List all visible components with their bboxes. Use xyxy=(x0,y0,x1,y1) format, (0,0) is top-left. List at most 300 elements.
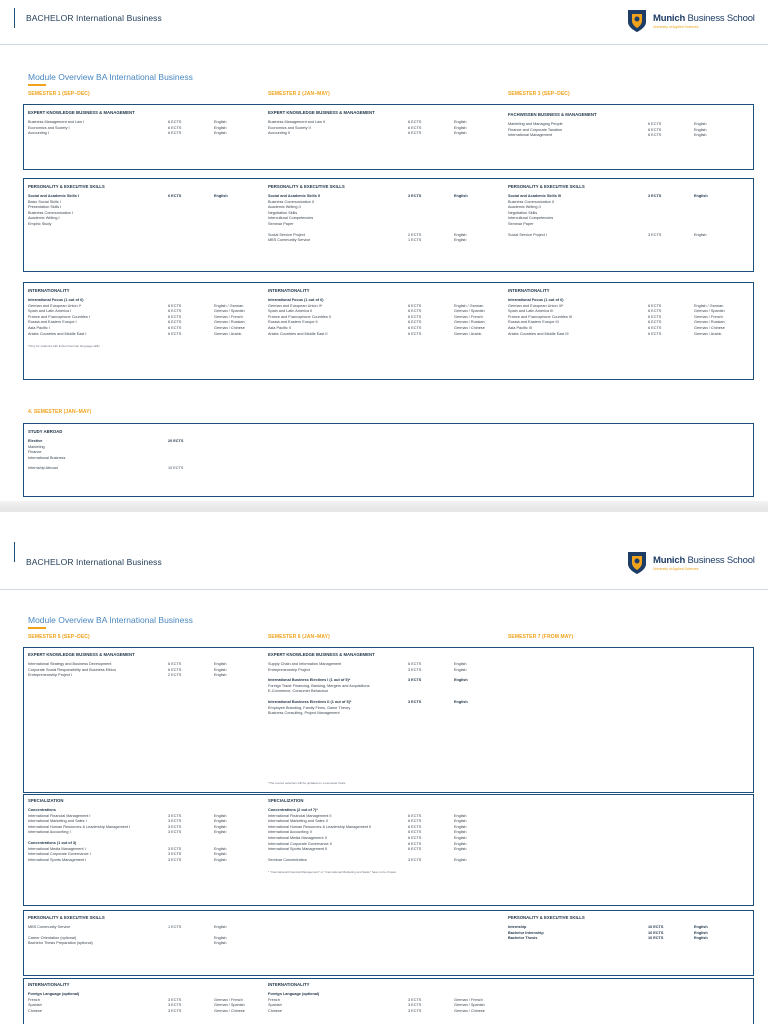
module-ects: 6 ECTS xyxy=(408,320,422,325)
module-ects: 2 ECTS xyxy=(168,673,182,678)
module-ects: 6 ECTS xyxy=(648,331,662,336)
module-name: Elective xyxy=(28,439,43,443)
module-ects: 6 ECTS xyxy=(408,847,422,852)
module-name: International Business xyxy=(28,455,66,460)
header-divider xyxy=(0,44,768,45)
module-ects: 3 ECTS xyxy=(168,846,182,851)
expert-sem6 xyxy=(268,652,514,717)
module-row xyxy=(28,673,274,679)
module-name: Employee Branding, Family Firms, Game Theory xyxy=(268,705,351,710)
module-name: Academic Writing II xyxy=(508,205,541,210)
module-name: Spain and Latin America II xyxy=(268,309,313,314)
logo-subtitle: University of Applied Sciences xyxy=(653,567,699,571)
module-ects xyxy=(168,941,214,947)
international-sem6 xyxy=(268,982,514,1014)
logo-name: Munich Business School xyxy=(653,13,755,24)
module-name: Spanish xyxy=(268,1003,282,1008)
module-language: English xyxy=(454,667,467,672)
study-abroad-block xyxy=(28,429,274,472)
module-name: Concentrations (1 out of 3) xyxy=(28,840,77,845)
module-ects: 3 ECTS xyxy=(408,997,422,1002)
module-name: Foreign Language (optional) xyxy=(28,992,80,996)
module-ects: 3 ECTS xyxy=(408,699,422,704)
module-language: English xyxy=(454,125,467,130)
module-language: German / French xyxy=(454,997,483,1002)
module-language: English xyxy=(694,133,707,138)
module-language: English xyxy=(694,936,708,941)
module-language: English xyxy=(454,678,468,683)
header-title: BACHELOR International Business xyxy=(26,557,162,567)
module-language: English xyxy=(214,662,227,666)
module-name: Intercultural Competencies xyxy=(508,216,554,221)
module-language xyxy=(694,222,754,228)
module-row xyxy=(28,466,274,472)
module-ects: 3 ECTS xyxy=(168,830,182,835)
module-name: Negotiation Skills xyxy=(508,210,538,215)
module-name: Marketing and Managing People xyxy=(508,122,563,126)
module-language xyxy=(454,222,514,228)
expert-sem1 xyxy=(28,110,274,137)
module-ects: 6 ECTS xyxy=(408,303,422,308)
module-row xyxy=(268,222,514,228)
module-name: Bachelor Thesis Preparation (optional) xyxy=(28,941,93,946)
block-title: INTERNATIONALITY xyxy=(268,982,310,987)
module-name: International Financial Management I xyxy=(28,813,91,818)
module-name: France and Francophone Countries I xyxy=(28,314,91,319)
module-name: Asia Pacific II xyxy=(268,325,291,330)
module-language: English xyxy=(694,127,707,132)
module-ects: 3 ECTS xyxy=(408,667,422,672)
personality-sem7 xyxy=(508,915,754,942)
module-language: English / German xyxy=(454,303,484,308)
module-row xyxy=(268,668,514,674)
module-language: English xyxy=(454,699,468,704)
module-ects: 6 ECTS xyxy=(168,120,182,124)
module-name: Spanish xyxy=(28,1003,42,1008)
module-ects xyxy=(168,456,214,462)
module-name: Arabic Countries and Middle East II xyxy=(268,331,328,336)
module-language: English xyxy=(694,930,708,935)
module-name: German and European Union III* xyxy=(508,303,564,308)
module-name: Economics and Society II xyxy=(268,125,311,130)
module-name: German and European Union II* xyxy=(268,303,323,308)
module-language: English xyxy=(454,813,467,818)
module-language: English xyxy=(214,667,227,672)
module-row xyxy=(508,133,754,139)
module-language: English xyxy=(214,830,227,835)
module-language: English xyxy=(694,194,708,198)
footnote: * "International Financial Management" or "International Marketing and Sales" have to be chosen xyxy=(268,870,397,875)
module-name: German and European Union I* xyxy=(28,303,82,308)
module-ects: 6 ECTS xyxy=(408,309,422,314)
module-language: German / Chinese xyxy=(214,1008,245,1013)
module-ects: 6 ECTS xyxy=(168,125,182,130)
module-name: France and Francophone Countries II xyxy=(268,314,332,319)
module-name: Academic Writing I xyxy=(28,216,60,221)
header-title: BACHELOR International Business xyxy=(26,13,162,23)
module-name: Russia and Eastern Europe III xyxy=(508,320,559,325)
module-row xyxy=(28,1009,274,1015)
module-row xyxy=(28,131,274,137)
module-name: Concentrations (2 out of 7)* xyxy=(268,808,318,812)
module-language: German / Spanish xyxy=(454,309,485,314)
module-ects: 6 ECTS xyxy=(408,830,422,835)
international-sem2 xyxy=(268,288,514,337)
block-title: INTERNATIONALITY xyxy=(268,288,310,293)
module-ects: 6 ECTS xyxy=(408,331,422,336)
module-name: International Marketing and Sales I xyxy=(28,819,87,824)
specialization-sem6 xyxy=(268,798,514,874)
module-name: Foreign Trade Financing, Banking, Mergers and Acquisitions xyxy=(268,683,370,688)
module-row xyxy=(28,830,274,836)
international-sem3 xyxy=(508,288,754,337)
module-row xyxy=(28,332,274,338)
module-language: German / Russian xyxy=(214,320,245,325)
specialization-sem5 xyxy=(28,798,274,863)
header-bar xyxy=(14,542,15,562)
lion-shield-icon xyxy=(627,551,647,575)
module-language: English xyxy=(454,847,467,852)
module-language: English xyxy=(214,857,227,862)
title-accent xyxy=(28,627,46,629)
module-ects: 6 ECTS xyxy=(648,303,662,308)
module-language: German / Arabic xyxy=(214,331,242,336)
module-language: English xyxy=(214,925,227,929)
module-ects: 6 ECTS xyxy=(408,813,422,818)
module-name: Career Orientation (optional) xyxy=(28,935,77,940)
logo xyxy=(627,8,755,34)
module-name: International Focus (1 out of 6) xyxy=(28,298,84,302)
module-name: International Human Resources & Leadership Management II xyxy=(268,824,372,829)
module-name: Seminar Paper xyxy=(268,221,294,226)
module-name: Chinese xyxy=(268,1008,282,1013)
block-title: PERSONALITY & EXECUTIVE SKILLS xyxy=(28,184,105,189)
header-bar xyxy=(14,8,15,28)
module-ects: 6 ECTS xyxy=(168,325,182,330)
module-row xyxy=(28,925,274,931)
module-ects: 6 ECTS xyxy=(408,819,422,824)
module-language: English xyxy=(694,232,707,237)
international-sem5 xyxy=(28,982,274,1014)
module-row xyxy=(28,858,274,864)
module-name: Social and Academic Skills II xyxy=(268,194,320,198)
module-name: International Corporate Governance I xyxy=(28,852,91,857)
module-ects: 3 ECTS xyxy=(408,857,422,862)
module-language: English xyxy=(454,232,467,237)
module-language: German / French xyxy=(214,997,243,1002)
module-language: English xyxy=(214,846,227,851)
module-name: International Sports Management II xyxy=(268,847,328,852)
module-name: Seminar Concentration xyxy=(268,857,307,862)
module-name: French xyxy=(268,997,280,1002)
header-divider xyxy=(0,589,768,590)
module-ects: 3 ECTS xyxy=(648,194,662,198)
semester-4-heading: 4. SEMESTER (JAN–MAY) xyxy=(28,409,92,415)
module-name: Business Communication I xyxy=(28,210,73,215)
personality-sem5 xyxy=(28,915,274,947)
module-language: English xyxy=(214,131,227,136)
block-title: SPECIALIZATION xyxy=(268,798,304,803)
module-name: Finance xyxy=(28,450,42,455)
module-language: German / Russian xyxy=(454,320,485,325)
module-ects xyxy=(408,222,454,228)
semester-5-heading: SEMESTER 5 (SEP–DEC) xyxy=(28,634,90,640)
logo xyxy=(627,550,755,576)
module-ects: 6 ECTS xyxy=(408,841,422,846)
module-row xyxy=(268,1009,514,1015)
module-name: International Human Resources & Leadership Management I xyxy=(28,824,131,829)
module-row xyxy=(268,131,514,137)
block-title: INTERNATIONALITY xyxy=(28,288,70,293)
module-name: Spain and Latin America I xyxy=(28,309,72,314)
module-ects: 3 ECTS xyxy=(168,819,182,824)
block-title: EXPERT KNOWLEDGE BUSINESS & MANAGEMENT xyxy=(28,652,135,657)
module-name: International Accounting II xyxy=(268,830,312,835)
module-row xyxy=(268,689,514,695)
module-language: German / Arabic xyxy=(454,331,482,336)
module-language: English xyxy=(214,824,227,829)
expert-sem5 xyxy=(28,652,274,679)
module-name: Business Communication II xyxy=(508,199,555,204)
module-name: Foreign Language (optional) xyxy=(268,992,320,996)
module-name: Asia Pacific I xyxy=(28,325,50,330)
expert-sem3 xyxy=(508,112,754,139)
module-language: English xyxy=(214,194,228,198)
module-language: English xyxy=(214,813,227,818)
expert-sem2 xyxy=(268,110,514,137)
module-language: English xyxy=(214,125,227,130)
module-ects: 6 ECTS xyxy=(648,314,662,319)
module-name: International Media Management II xyxy=(268,835,327,840)
module-name: Accounting II xyxy=(268,131,290,136)
module-language: English xyxy=(214,120,227,124)
semester-7-heading: SEMESTER 7 (FROM MAY) xyxy=(508,634,574,640)
module-name: International Focus (1 out of 6) xyxy=(508,298,564,302)
module-name: France and Francophone Countries III xyxy=(508,314,573,319)
module-ects: 6 ECTS xyxy=(648,122,662,126)
module-ects: 6 ECTS xyxy=(408,314,422,319)
module-row xyxy=(28,941,274,947)
module-ects: 6 ECTS xyxy=(168,320,182,325)
module-ects: 20 ECTS xyxy=(168,439,184,443)
module-row xyxy=(268,711,514,717)
module-ects: 10 ECTS xyxy=(648,925,664,929)
module-name: Business Communication II xyxy=(268,199,315,204)
module-name: Entrepreneurship Project xyxy=(268,667,310,672)
module-name: International Strategy and Business Development xyxy=(28,662,112,666)
module-language: English xyxy=(454,841,467,846)
module-ects xyxy=(408,711,454,717)
module-language: English xyxy=(214,673,227,678)
block-title: STUDY ABROAD xyxy=(28,429,63,434)
module-name: Empiric Study xyxy=(28,221,52,226)
module-language: English xyxy=(454,819,467,824)
module-name: International Media Management I xyxy=(28,846,86,851)
module-name: Social Service Project I xyxy=(508,232,548,237)
module-name: Concentrations xyxy=(28,808,56,812)
module-ects: 6 ECTS xyxy=(168,303,182,308)
module-language: German / Arabic xyxy=(694,331,722,336)
module-language: German / Russian xyxy=(694,320,725,325)
module-ects: 6 ECTS xyxy=(168,331,182,336)
module-name: Russia and Eastern Europe I xyxy=(28,320,77,325)
module-ects: 10 ECTS xyxy=(168,466,184,471)
module-ects: 3 ECTS xyxy=(168,1003,182,1008)
module-name: Marketing xyxy=(28,444,45,449)
module-language: English xyxy=(214,819,227,824)
block-title: PERSONALITY & EXECUTIVE SKILLS xyxy=(268,184,345,189)
module-language: English xyxy=(694,925,708,929)
semester-6-heading: SEMESTER 6 (JAN–MAY) xyxy=(268,634,330,640)
module-language: German / Spanish xyxy=(694,309,725,314)
semester-3-heading: SEMESTER 3 (SEP–DEC) xyxy=(508,91,570,97)
module-ects: 2 ECTS xyxy=(408,232,422,237)
module-name: Bachelor Internship xyxy=(508,930,544,935)
module-name: Economics and Society I xyxy=(28,125,70,130)
module-name: Presentation Skills I xyxy=(28,205,62,210)
module-language: English xyxy=(454,824,467,829)
overview-title: Module Overview BA International Business xyxy=(28,72,193,82)
logo-subtitle: University of Applied Sciences xyxy=(653,25,699,29)
module-name: Internship Abroad xyxy=(28,466,58,471)
module-language: English xyxy=(454,830,467,835)
module-ects: 6 ECTS xyxy=(648,309,662,314)
module-ects: 6 ECTS xyxy=(648,320,662,325)
module-ects: 3 ECTS xyxy=(168,824,182,829)
module-name: International Marketing and Sales II xyxy=(268,819,328,824)
module-name: Asia Pacific III xyxy=(508,325,532,330)
module-language xyxy=(214,456,274,462)
module-name: Intercultural Competencies xyxy=(268,216,314,221)
module-name: Seminar Paper xyxy=(508,221,534,226)
overview-title: Module Overview BA International Business xyxy=(28,615,193,625)
module-name: Internship xyxy=(508,925,527,929)
block-title: PERSONALITY & EXECUTIVE SKILLS xyxy=(28,915,105,920)
module-ects: 6 ECTS xyxy=(408,325,422,330)
module-ects: 6 ECTS xyxy=(408,662,422,666)
module-row xyxy=(508,936,754,942)
module-language: English xyxy=(454,857,467,862)
block-title: EXPERT KNOWLEDGE BUSINESS & MANAGEMENT xyxy=(28,110,135,115)
block-title: EXPERT KNOWLEDGE BUSINESS & MANAGEMENT xyxy=(268,110,375,115)
lion-shield-icon xyxy=(627,9,647,33)
module-ects: 6 ECTS xyxy=(408,125,422,130)
module-name: Social and Academic Skills III xyxy=(508,194,562,198)
module-row xyxy=(508,332,754,338)
module-ects: 3 ECTS xyxy=(408,1003,422,1008)
module-name: International Business Electives II (1 out of 5)* xyxy=(268,699,352,704)
module-language xyxy=(454,711,514,717)
module-name: Academic Writing II xyxy=(268,205,301,210)
logo-name: Munich Business School xyxy=(653,555,755,566)
title-accent xyxy=(28,84,46,86)
module-name: Spain and Latin America III xyxy=(508,309,554,314)
module-row xyxy=(268,332,514,338)
module-name: Business Consulting, Project Management xyxy=(268,711,340,716)
module-ects: 10 ECTS xyxy=(648,930,664,935)
module-language: English xyxy=(454,662,467,666)
module-language: English xyxy=(454,131,467,136)
module-name: Social Service Project xyxy=(268,232,305,237)
module-name: International Accounting I xyxy=(28,830,71,835)
module-name: E-Commerce, Consumer Behaviour xyxy=(268,689,329,694)
module-row xyxy=(268,847,514,853)
module-ects: 3 ECTS xyxy=(168,1008,182,1013)
block-title: FACHWISSEN BUSINESS & MANAGEMENT xyxy=(508,112,597,117)
module-ects: 3 ECTS xyxy=(168,997,182,1002)
module-language: English xyxy=(214,852,227,857)
module-language: English xyxy=(694,122,707,126)
personality-sem1 xyxy=(28,184,274,228)
module-ects: 3 ECTS xyxy=(408,194,422,198)
module-language: German / Chinese xyxy=(214,325,245,330)
module-row xyxy=(268,238,514,244)
module-ects: 3 ECTS xyxy=(648,232,662,237)
module-language xyxy=(214,466,274,472)
module-language: English xyxy=(214,941,227,946)
module-language: English xyxy=(214,935,227,940)
module-ects xyxy=(648,222,694,228)
module-name: Arabic Countries and Middle East III xyxy=(508,331,569,336)
module-name: Basic Social Skills I xyxy=(28,199,61,204)
block-title: INTERNATIONALITY xyxy=(508,288,550,293)
module-name: Accounting I xyxy=(28,131,49,136)
module-ects xyxy=(408,689,454,695)
personality-sem3 xyxy=(508,184,754,238)
module-name: Supply Chain and Information Management xyxy=(268,662,342,666)
module-language: English / German xyxy=(694,303,724,308)
module-name: Negotiation Skills xyxy=(268,210,298,215)
module-ects: 6 ECTS xyxy=(408,131,422,136)
module-row xyxy=(508,222,754,228)
module-row xyxy=(268,858,514,864)
module-ects: 1 ECTS xyxy=(168,925,182,929)
module-language: German / Spanish xyxy=(454,1003,485,1008)
module-name: MBS Community Service xyxy=(268,238,311,243)
module-ects: 6 ECTS xyxy=(168,131,182,136)
module-language: German / Chinese xyxy=(454,1008,485,1013)
module-ects: 3 ECTS xyxy=(168,857,182,862)
footnote: *Only for students with limited German language skills xyxy=(28,344,100,349)
module-name: Finance and Corporate Taxation xyxy=(508,127,562,132)
module-language xyxy=(454,689,514,695)
module-ects: 6 ECTS xyxy=(168,314,182,319)
expert-note: *The course selection will be updated on a semester basis xyxy=(268,781,346,785)
semester-2-heading: SEMESTER 2 (JAN–MAY) xyxy=(268,91,330,97)
module-row xyxy=(28,222,274,228)
module-ects: 3 ECTS xyxy=(168,813,182,818)
module-name: Business Management and Law I xyxy=(28,120,85,124)
module-name: MBS Community Service xyxy=(28,925,71,929)
module-ects: 6 ECTS xyxy=(408,835,422,840)
module-ects: 6 ECTS xyxy=(408,120,422,124)
module-ects: 6 ECTS xyxy=(648,325,662,330)
module-language: English xyxy=(454,194,468,198)
module-language: German / Spanish xyxy=(214,309,245,314)
block-title: EXPERT KNOWLEDGE BUSINESS & MANAGEMENT xyxy=(268,652,375,657)
module-language: German / French xyxy=(694,314,723,319)
module-ects: 3 ECTS xyxy=(408,678,422,683)
module-language: German / French xyxy=(454,314,483,319)
module-ects: 6 ECTS xyxy=(168,662,182,666)
page-2 xyxy=(0,512,768,1024)
module-language: German / French xyxy=(214,314,243,319)
module-ects: 3 ECTS xyxy=(408,1008,422,1013)
module-name: International Corporate Governance II xyxy=(268,841,332,846)
module-name: Corporate Social Responsibility and Business Ethics xyxy=(28,667,117,672)
block-title: SPECIALIZATION xyxy=(28,798,64,803)
module-ects: 3 ECTS xyxy=(168,852,182,857)
